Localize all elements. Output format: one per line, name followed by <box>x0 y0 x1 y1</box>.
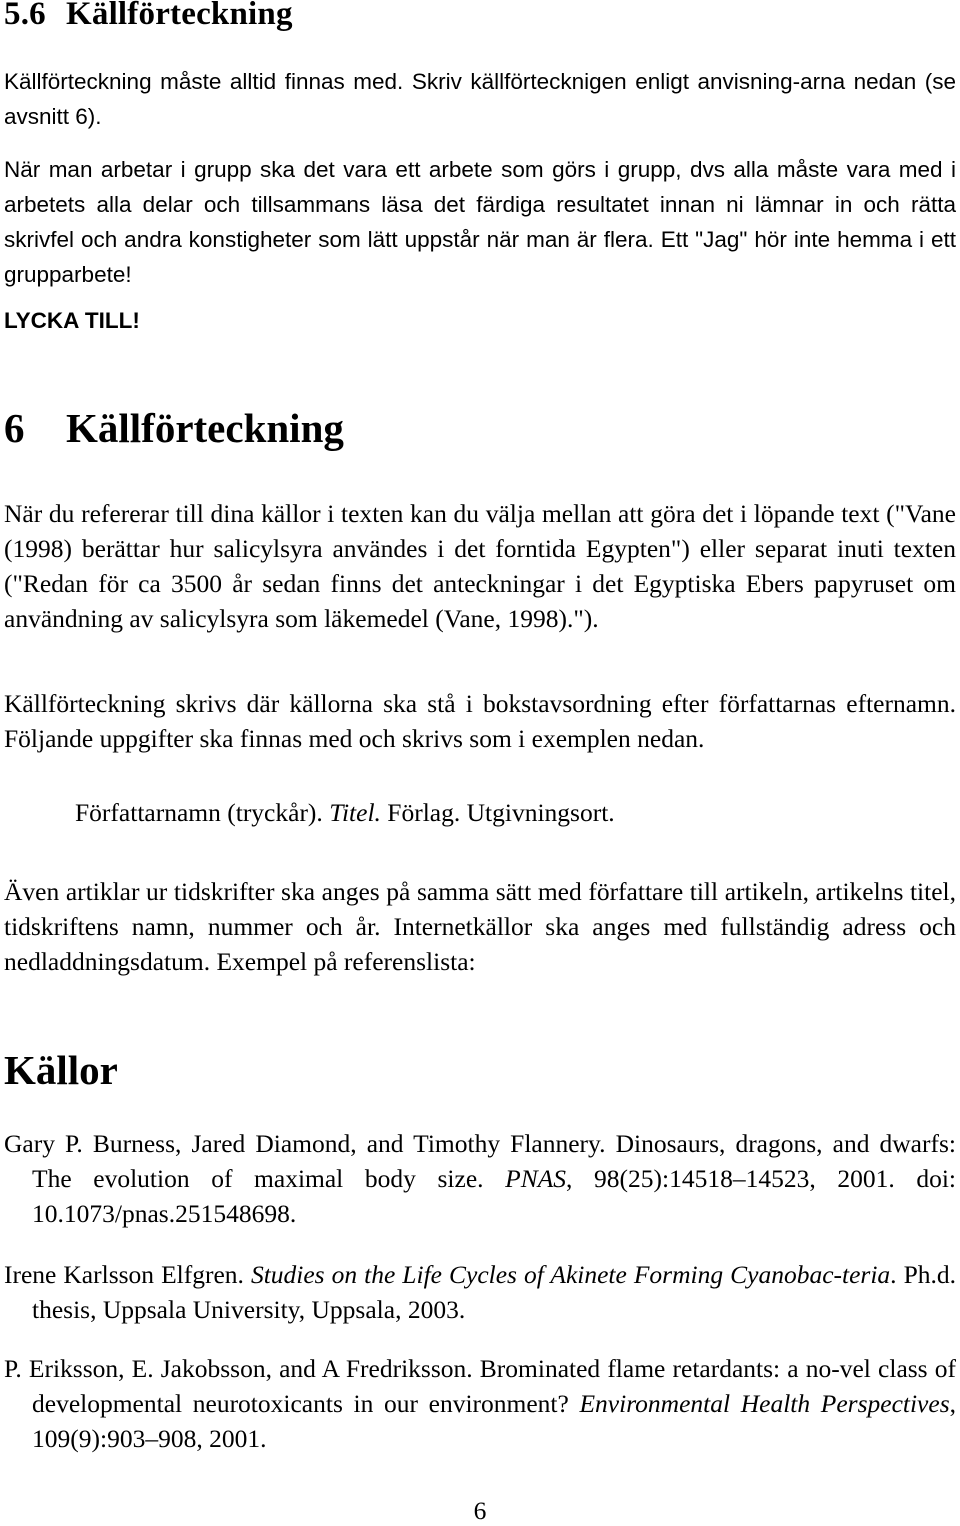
section-title: Källförteckning <box>66 0 293 32</box>
section-number: 5.6 <box>4 0 46 32</box>
format-publisher: Förlag. Utgivningsort. <box>387 798 615 827</box>
reference-journal: PNAS <box>505 1164 567 1193</box>
page-number: 6 <box>473 1496 487 1525</box>
paragraph: Källförteckning skrivs där källorna ska stå i bokstavsordning efter författarnas efternamn. Följande uppgifter ska finnas med och skrivs som i exemplen nedan. <box>4 689 956 753</box>
section-number: 6 <box>4 405 25 451</box>
reference-entry <box>4 1126 956 1231</box>
section-title: Källförteckning <box>66 405 344 451</box>
reference-text: Gary P. Burness, Jared Diamond, and Timothy Flannery. Dinosaurs, dragons, and dwarfs: The evolution of maximal body size. <box>4 1129 956 1193</box>
section-5-6-heading <box>4 0 956 33</box>
reference-title: Studies on the Life Cycles of Akinete Forming Cyanobac-teria <box>250 1260 891 1289</box>
reference-text: Irene Karlsson Elfgren. <box>4 1260 251 1289</box>
reference-entry <box>4 1351 956 1456</box>
section-6-heading <box>4 404 956 452</box>
reference-text: . Ph.d. thesis, Uppsala University, Uppsala, 2003. <box>32 1260 956 1324</box>
paragraph: Även artiklar ur tidskrifter ska anges på samma sätt med författare till artikeln, artikelns titel, tidskriftens namn, nummer och år. Internetkällor ska anges med fullständig adress och nedladdningsdatum. Exempel på referenslista: <box>4 877 956 976</box>
paragraph: Källförteckning måste alltid finnas med. Skriv källförtecknigen enligt anvisning-arna nedan (se avsnitt 6). <box>4 69 956 129</box>
format-title: Titel. <box>329 798 381 827</box>
reference-text: , 109(9):903–908, 2001. <box>32 1389 956 1453</box>
reference-format-example <box>75 798 615 828</box>
format-author: Författarnamn (tryckår). <box>75 798 323 827</box>
paragraph: När man arbetar i grupp ska det vara ett arbete som görs i grupp, dvs alla måste vara med i arbetets alla delar och tillsammans läsa det färdiga resultatet innan ni lämnar in och rätta skrivfel och andra konstigheter som lätt uppstår när man är flera. Ett "Jag" hör inte hemma i ett grupparbete! <box>4 157 956 287</box>
paragraph: När du refererar till dina källor i texten kan du välja mellan att göra det i löpande text ("Vane (1998) berättar hur salicylsyra användes i det forntida Egypten") eller separat inuti texten ("Redan för ca 3500 år sedan finns det anteckningar i det Egyptiska Ebers papyruset om användning av salicylsyra som läkemedel (Vane, 1998)."). <box>4 499 956 633</box>
reference-journal: Environmental Health Perspectives <box>579 1389 950 1418</box>
reference-text: P. Eriksson, E. Jakobsson, and A Fredriksson. Brominated flame retardants: a no-vel class of developmental neurotoxicants in our environment? <box>4 1354 956 1418</box>
kallor-heading: Källor <box>4 1047 118 1093</box>
reference-text: , 98(25):14518–14523, 2001. doi: 10.1073/pnas.251548698. <box>32 1164 956 1228</box>
closing-text: LYCKA TILL! <box>4 308 140 333</box>
reference-entry <box>4 1257 956 1327</box>
